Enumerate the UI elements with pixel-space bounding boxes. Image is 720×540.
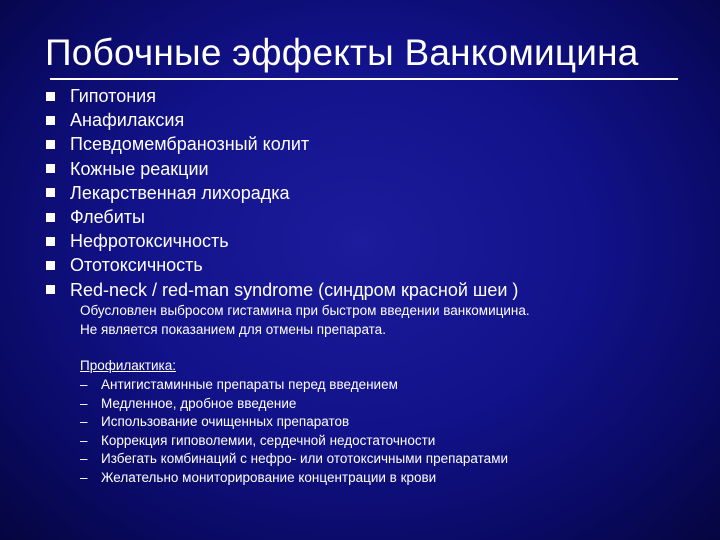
dash-bullet: –	[80, 432, 88, 448]
dash-bullet: –	[80, 451, 88, 467]
prophylaxis-list	[80, 376, 508, 488]
list-item: Ототоксичность	[46, 253, 518, 277]
square-bullet-icon	[46, 92, 55, 101]
square-bullet-icon	[46, 261, 55, 270]
dash-bullet: –	[80, 377, 88, 392]
dash-bullet: –	[80, 414, 88, 430]
list-item: Анафилаксия	[46, 108, 518, 132]
title-underline	[50, 78, 678, 80]
dash-bullet: –	[80, 395, 88, 411]
list-item: Нефротоксичность	[46, 229, 518, 253]
red-neck-note-line-2: Не является показанием для отмены препарата.	[80, 322, 386, 337]
square-bullet-icon	[46, 164, 55, 173]
red-neck-note-line-1: Обусловлен выбросом гистамина при быстром введении ванкомицина.	[80, 303, 530, 318]
square-bullet-icon	[46, 285, 55, 294]
list-item: Лекарственная лихорадка	[46, 181, 518, 205]
slide-title: Побочные эффекты Ванкомицина	[45, 32, 639, 73]
list-item: – Избегать комбинаций с нефро- или ототоксичными препаратами	[80, 450, 508, 469]
square-bullet-icon	[46, 116, 55, 125]
square-bullet-icon	[46, 237, 55, 246]
list-item: – Коррекция гиповолемии, сердечной недостаточности	[80, 432, 508, 451]
prophylaxis-heading: Профилактика:	[80, 358, 176, 373]
square-bullet-icon	[46, 213, 55, 222]
list-item: – Антигистаминные препараты перед введением	[80, 376, 508, 395]
square-bullet-icon	[46, 188, 55, 197]
side-effects-list	[46, 84, 518, 302]
list-item: – Медленное, дробное введение	[80, 395, 508, 414]
list-item: Псевдомембранозный колит	[46, 132, 518, 156]
list-item: – Использование очищенных препаратов	[80, 413, 508, 432]
list-item: Red-neck / red-man syndrome (синдром красной шеи )	[46, 278, 518, 302]
list-item: Кожные реакции	[46, 157, 518, 181]
list-item: Флебиты	[46, 205, 518, 229]
list-item: – Желательно мониторирование концентрации в крови	[80, 469, 508, 488]
dash-bullet: –	[80, 469, 88, 485]
square-bullet-icon	[46, 140, 55, 149]
list-item: Гипотония	[46, 84, 518, 108]
